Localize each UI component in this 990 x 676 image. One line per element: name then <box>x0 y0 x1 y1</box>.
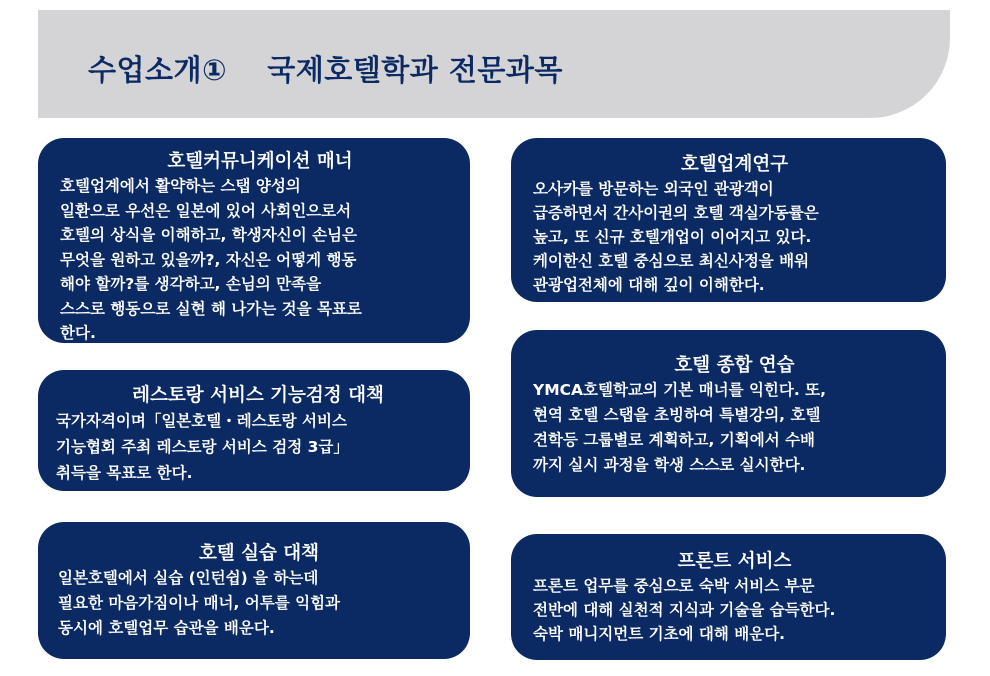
course-description: 호텔업계에서 활약하는 스탭 양성의 일환으로 우선은 일본에 있어 사회인으로서 호텔의 상식을 이해하고, 학생자신이 손님은 무엇을 원하고 있을까?, 자신은 어떻게 행동 해야 할까?를 생각하고, 손님의 만족을 스스로 행동으로 실현 해 나가는 것을 목표로 한다. <box>60 177 362 342</box>
course-title: 호텔 종합 연습 <box>674 355 795 376</box>
course-description: 국가자격이며「일본호텔・레스토랑 서비스 기능협회 주최 레스토랑 서비스 검정 3급」 취득을 목표로 한다. <box>56 412 349 482</box>
course-description: YMCA호텔학교의 기본 매너를 익힌다. 또, 현역 호텔 스탭을 초빙하여 특별강의, 호텔 견학등 그룹별로 계획하고, 기획에서 수배 까지 실시 과정을 학생 스스로 실시한다. <box>533 381 827 474</box>
course-description: 일본호텔에서 실습 (인턴쉽) 을 하는데 필요한 마음가짐이나 매너, 어투를 익힘과 동시에 호텔업무 습관을 배운다. <box>58 569 341 637</box>
course-description: 오사카를 방문하는 외국인 관광객이 급증하면서 간사이권의 호텔 객실가동률은 높고, 또 신규 호텔개업이 이어지고 있다. 케이한신 호텔 중심으로 최신사정을 배워 관광업전체에 대해 깊이 이해한다. <box>533 180 819 294</box>
course-title: 프론트 서비스 <box>677 551 792 572</box>
course-title: 레스토랑 서비스 기능검정 대책 <box>132 385 384 406</box>
course-card-hotel-comprehensive-practice <box>511 330 946 497</box>
course-card-front-service <box>511 534 946 660</box>
course-title: 호텔커뮤니케이션 매너 <box>167 151 353 172</box>
course-description: 프론트 업무를 중심으로 숙박 서비스 부문 전반에 대해 실천적 지식과 기술을 습득한다. 숙박 매니지먼트 기초에 대해 배운다. <box>533 577 836 643</box>
course-card-hotel-communication-manner <box>38 138 470 343</box>
course-card-hotel-industry-research <box>511 138 946 302</box>
course-card-restaurant-service-exam <box>38 370 470 491</box>
course-title: 호텔업계연구 <box>680 154 789 175</box>
course-title: 호텔 실습 대책 <box>198 543 320 564</box>
page-title: 수업소개① 국제호텔학과 전문과목 <box>88 53 563 87</box>
header-banner <box>38 10 950 118</box>
course-card-hotel-internship-prep <box>38 522 470 659</box>
